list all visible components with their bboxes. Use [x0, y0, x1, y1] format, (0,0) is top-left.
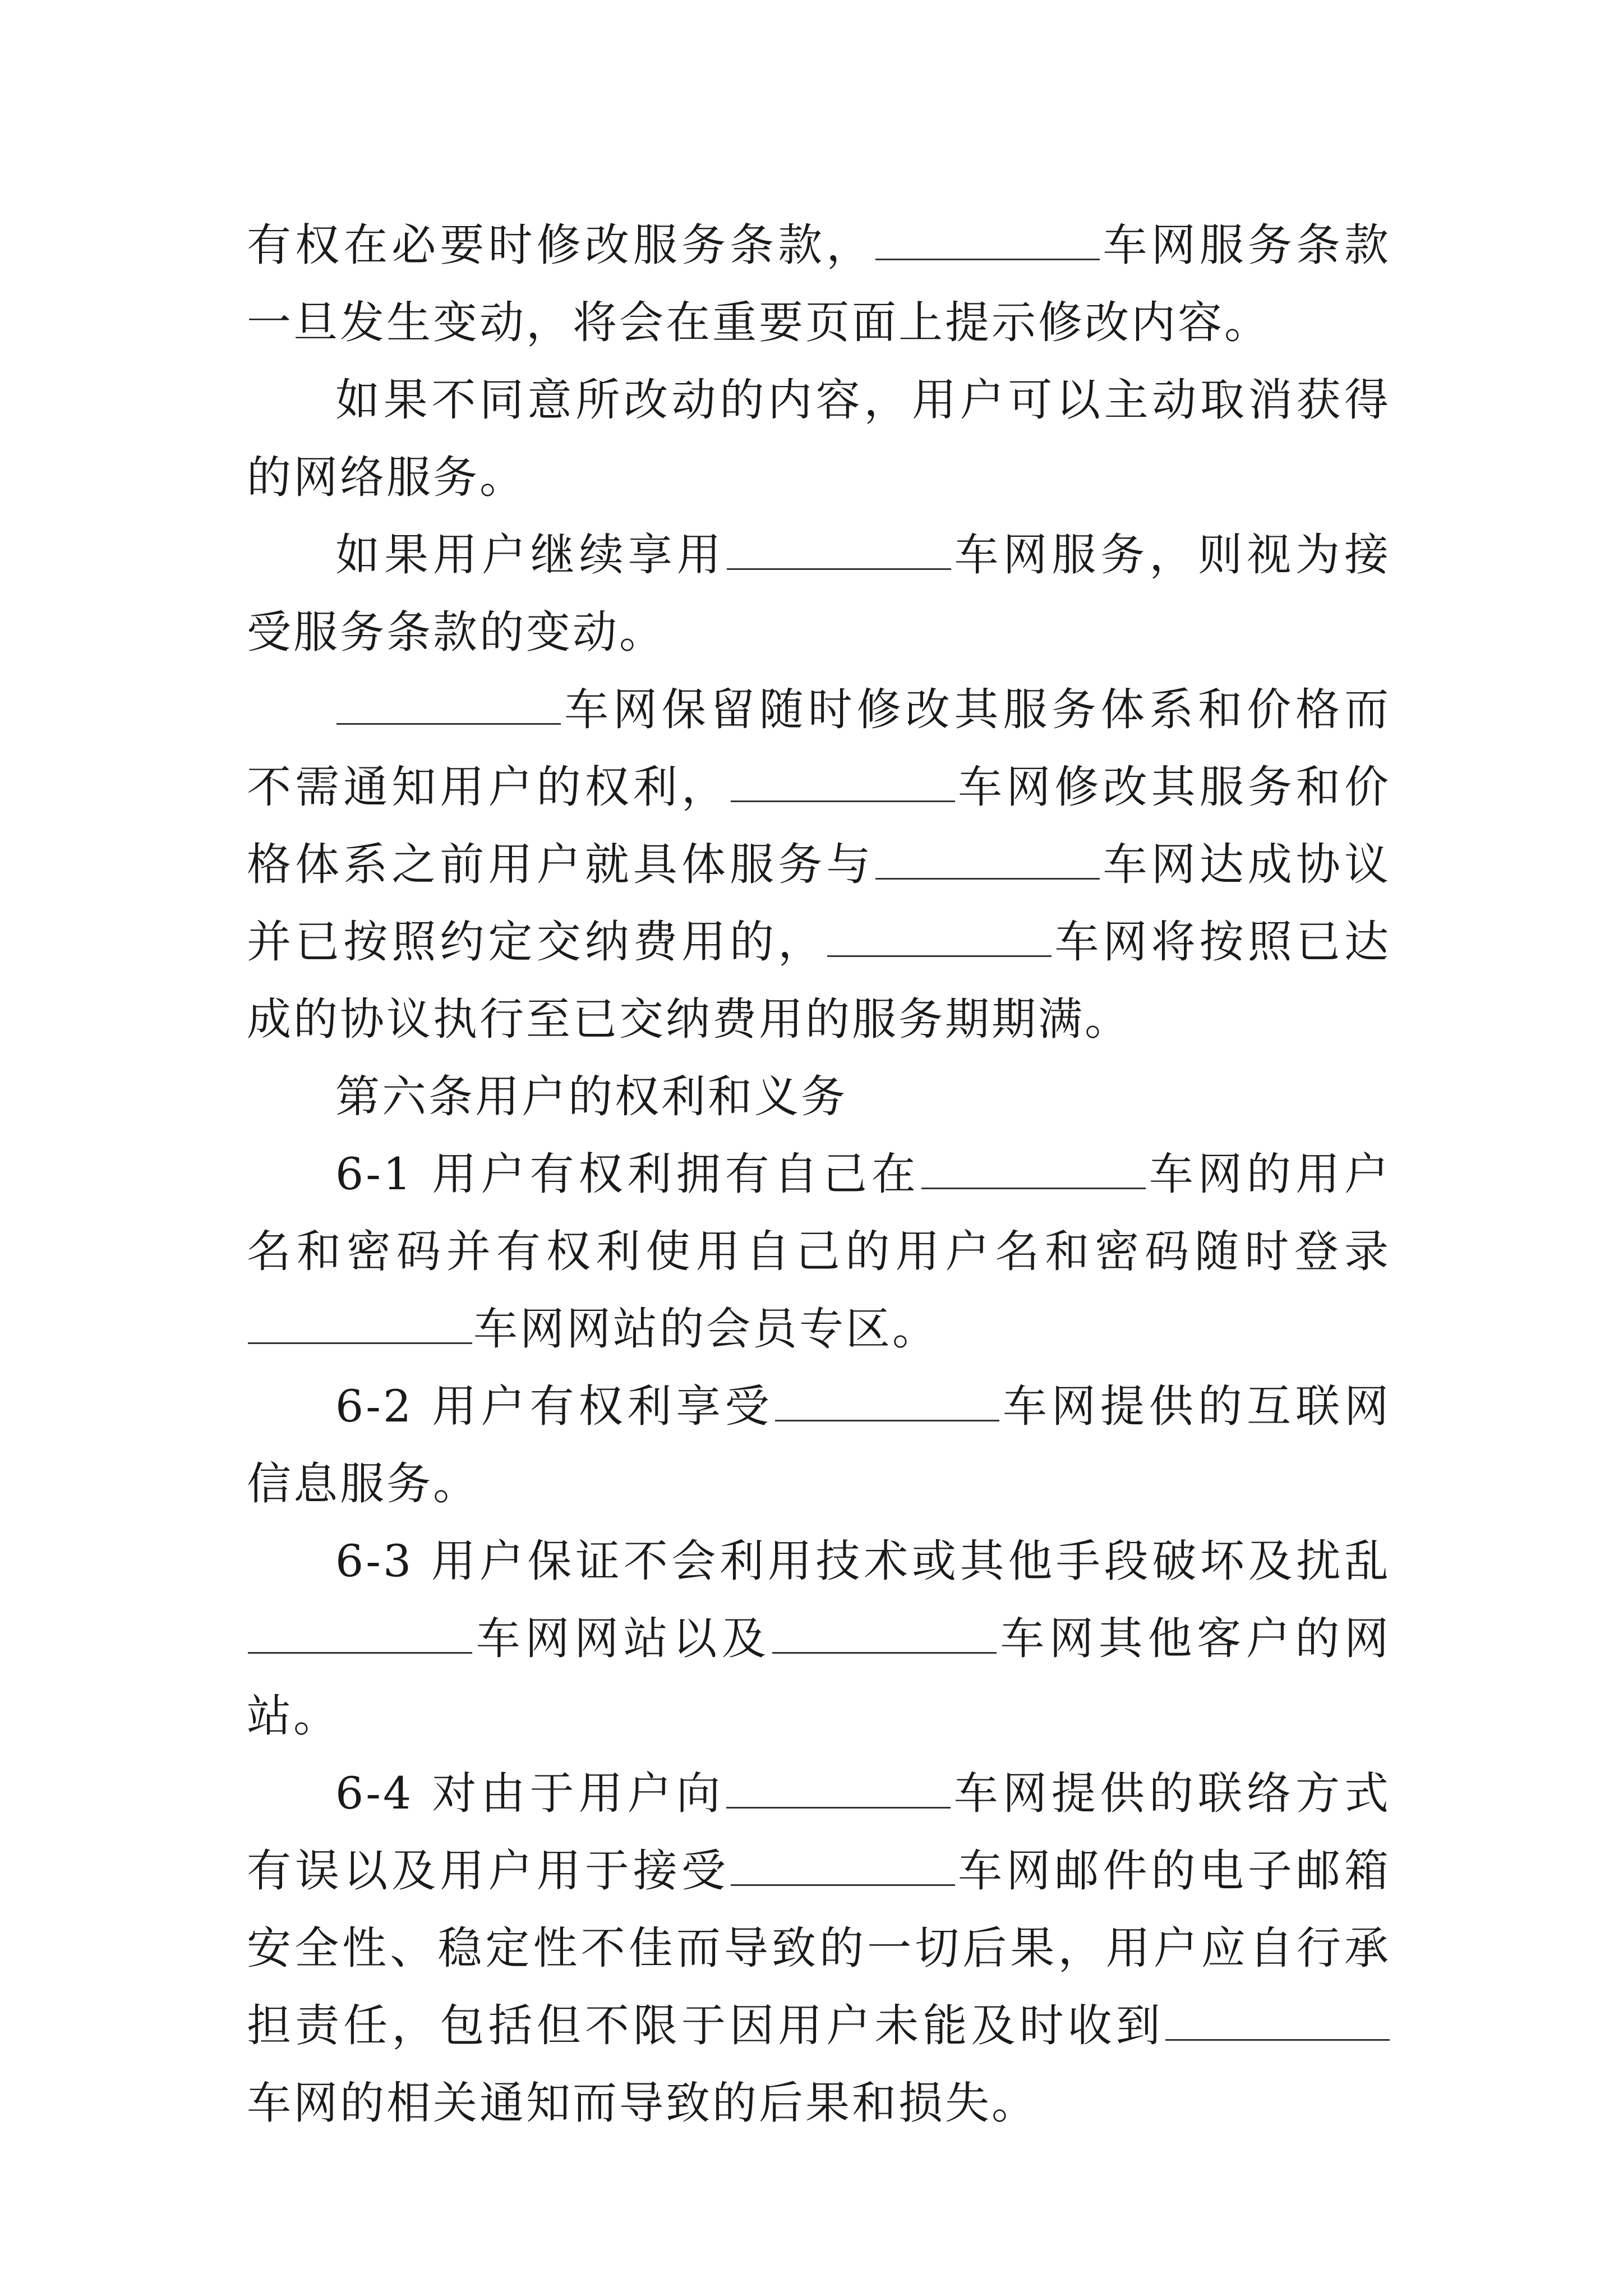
paragraph-text: 6-1 用户有权利拥有自己在 [335, 1148, 920, 1200]
paragraph-text: 车网网站的会员专区。 [473, 1303, 939, 1355]
paragraph [247, 206, 1391, 361]
paragraph [247, 671, 1391, 1058]
paragraph [247, 1368, 1391, 1522]
paragraph-text: 车网提供的联络方式有误以及用户用于接受 [247, 1768, 1391, 1897]
paragraph [247, 1755, 1391, 2142]
fill-in-blank [1165, 2005, 1390, 2041]
paragraph [247, 1058, 1391, 1135]
paragraph [247, 1135, 1391, 1368]
fill-in-blank [875, 225, 1100, 260]
fill-in-blank [248, 1618, 472, 1654]
fill-in-blank [336, 689, 561, 725]
fill-in-blank [726, 1773, 951, 1809]
fill-in-blank [727, 535, 951, 570]
paragraph-text: 第六条用户的权利和义务 [335, 1071, 847, 1122]
paragraph-text: 车网修改其服务和价格体系之前用户就具体服务与 [247, 761, 1391, 890]
fill-in-blank [775, 1386, 999, 1421]
paragraph-text: 车网的相关通知而导致的后果和损失。 [247, 2077, 1038, 2129]
paragraph-text: 6-2 用户有权利享受 [335, 1381, 774, 1432]
paragraph [247, 516, 1391, 671]
paragraph-text: 车网提供的互联网信息服务。 [247, 1381, 1391, 1510]
fill-in-blank [875, 844, 1100, 880]
fill-in-blank [921, 1154, 1146, 1189]
paragraph-text: 车网服务，则视为接受服务条款的变动。 [247, 529, 1391, 658]
fill-in-blank [731, 767, 955, 802]
paragraph-text: 6-3 用户保证不会利用技术或其他手段破坏及扰乱 [335, 1535, 1391, 1587]
paragraph [247, 361, 1391, 516]
fill-in-blank [827, 922, 1052, 957]
paragraph-text: 车网其他客户的网站。 [247, 1613, 1391, 1742]
fill-in-blank [772, 1618, 997, 1654]
paragraph-text: 如果不同意所改动的内容，用户可以主动取消获得的网络服务。 [247, 374, 1391, 503]
paragraph-text: 车网邮件的电子邮箱安全性、稳定性不佳而导致的一切后果，用户应自行承担责任，包括但不限于因用户未能及时收到 [247, 1845, 1391, 2051]
paragraph-text: 车网将按照已达成的协议执行至已交纳费用的服务期期满。 [247, 916, 1391, 1045]
paragraph-text: 车网的用户名和密码并有权利使用自己的用户名和密码随时登录 [247, 1148, 1391, 1277]
document-body [247, 206, 1391, 2142]
paragraph-text: 6-4 对由于用户向 [335, 1768, 725, 1819]
paragraph-text: 车网达成协议并已按照约定交纳费用的， [247, 839, 1391, 968]
paragraph-text: 如果用户继续享用 [335, 529, 726, 581]
fill-in-blank [248, 1309, 472, 1344]
paragraph-text: 车网保留随时修改其服务体系和价格而不需通知用户的权利， [247, 684, 1391, 813]
paragraph-text: 车网网站以及 [473, 1613, 771, 1664]
paragraph [247, 1522, 1391, 1755]
paragraph-text: 有权在必要时修改服务条款， [247, 219, 875, 271]
fill-in-blank [731, 1851, 955, 1886]
paragraph-text: 车网服务条款一旦发生变动，将会在重要页面上提示修改内容。 [247, 219, 1391, 348]
